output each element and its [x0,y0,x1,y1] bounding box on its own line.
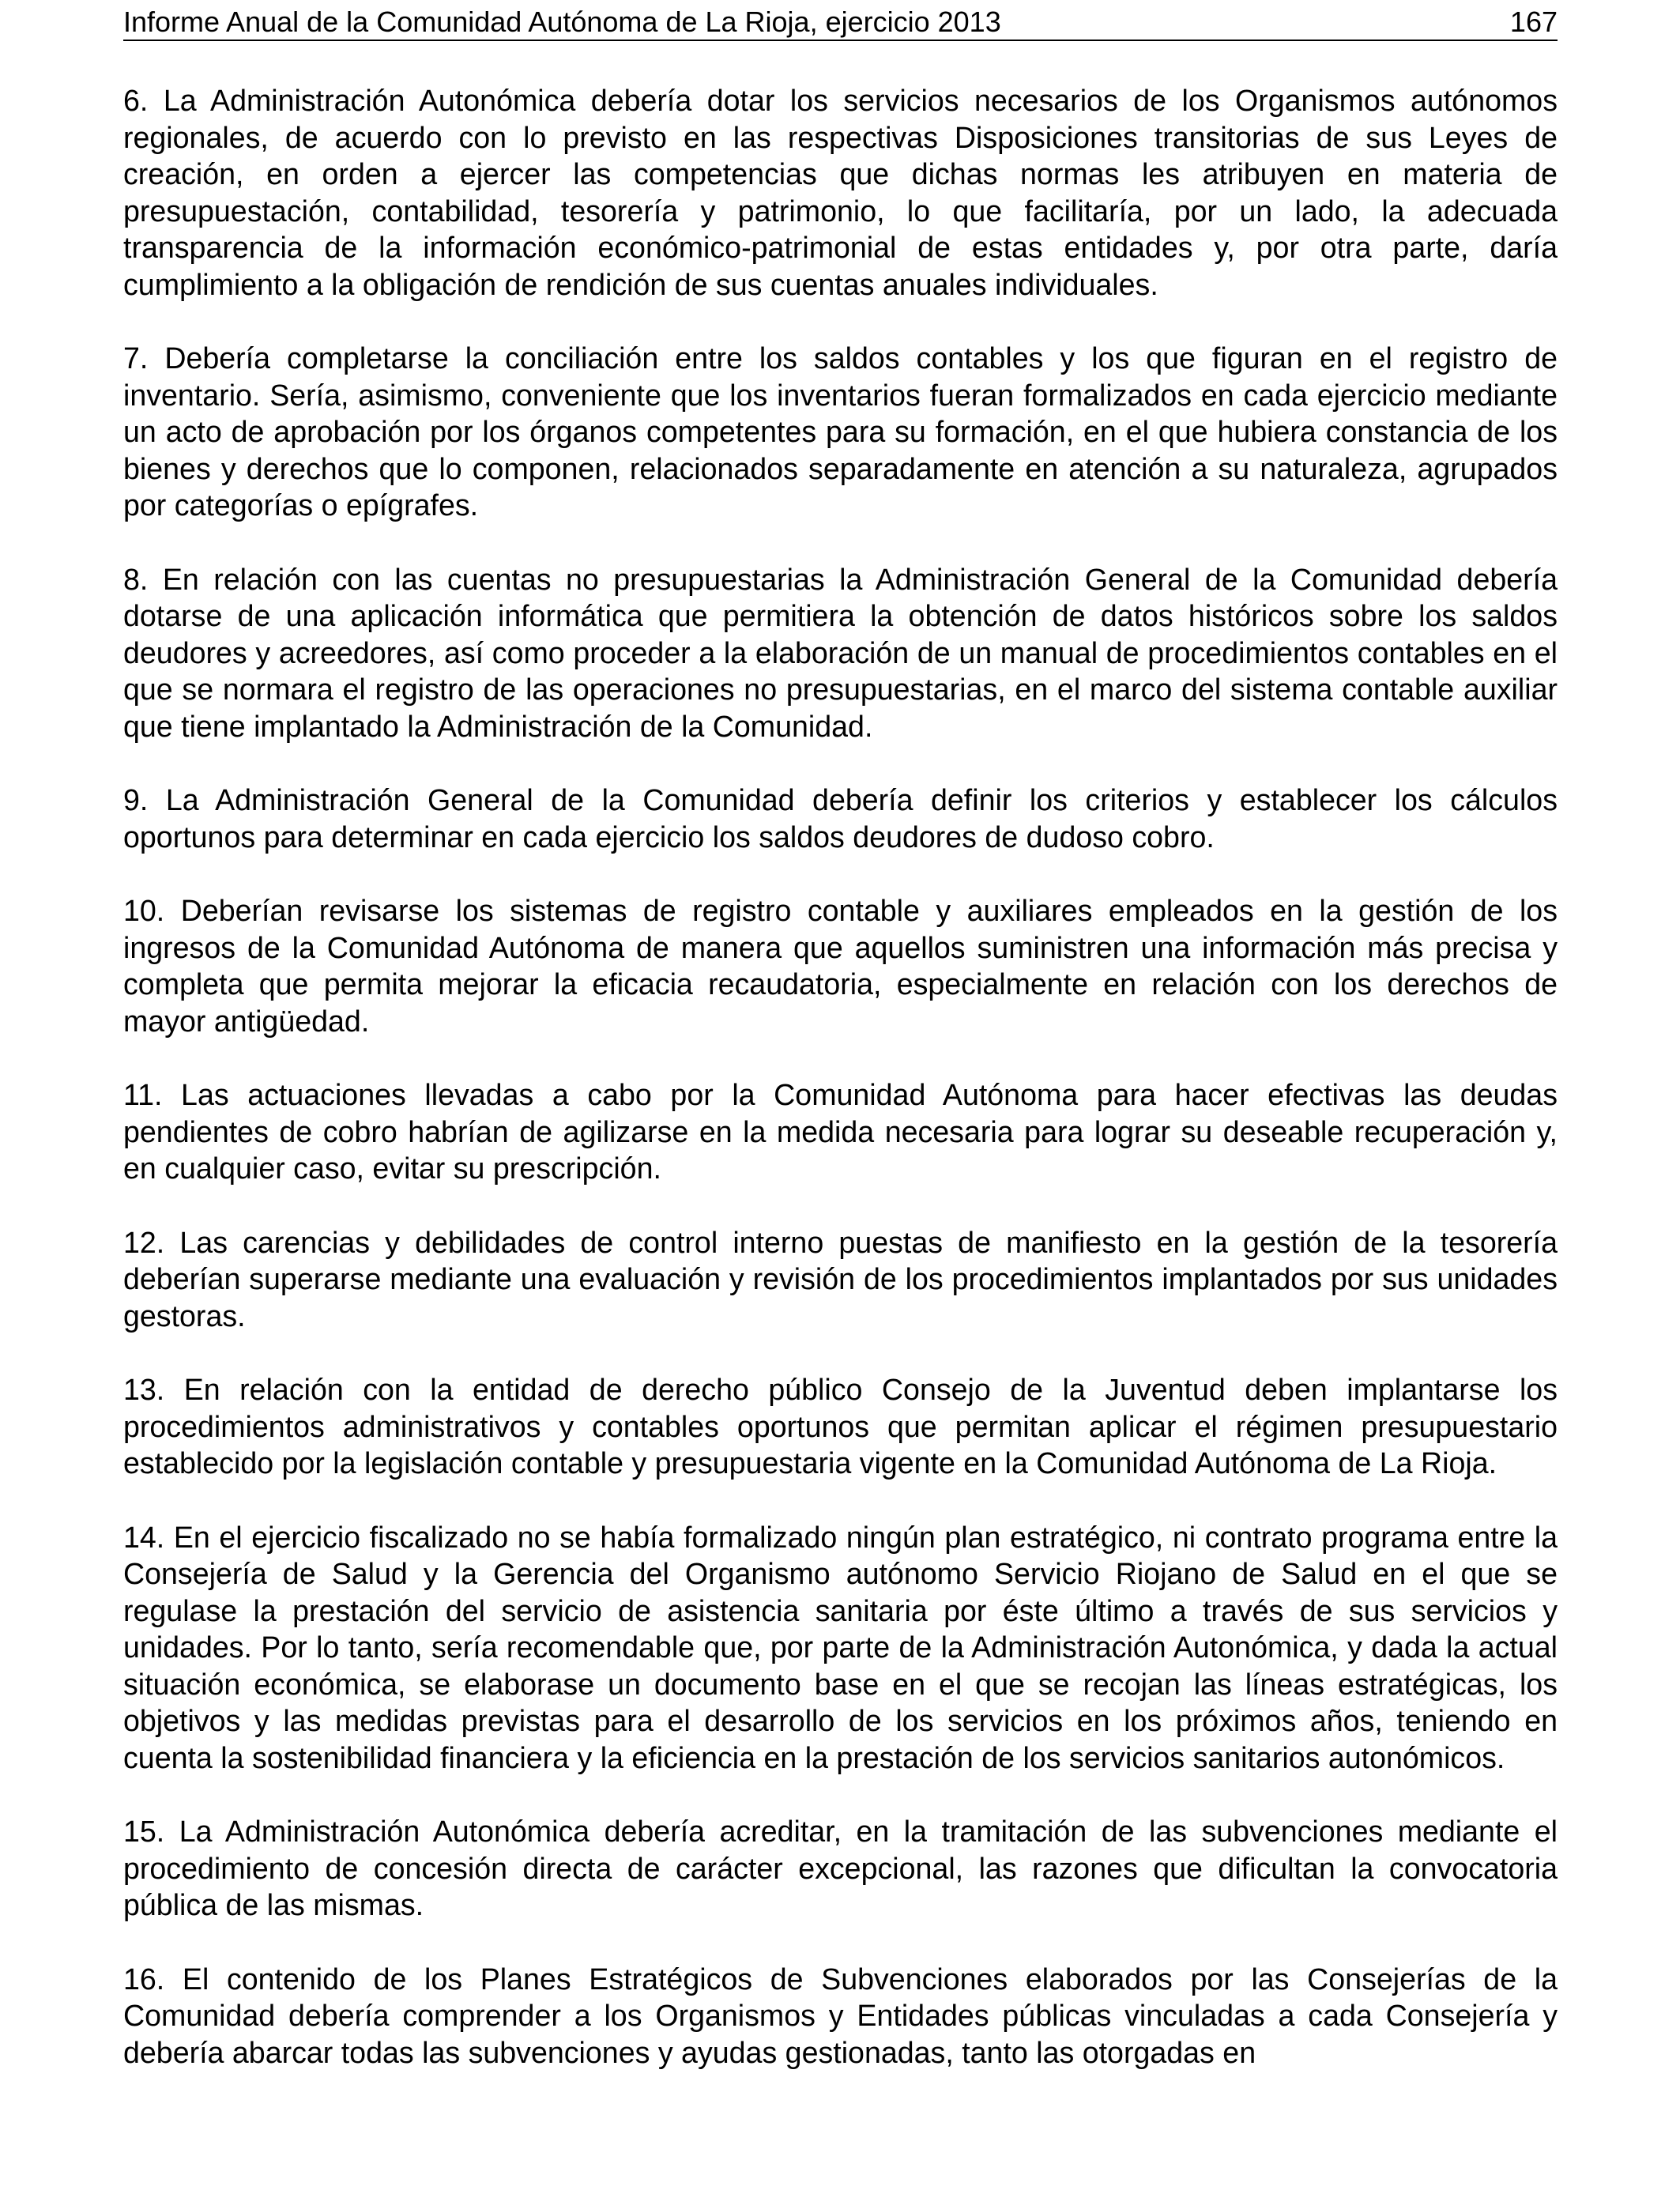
recommendation-7: 7. Debería completarse la conciliación entre los saldos contables y los que figuran en el registro de inventario. Sería, asimismo, conveniente que los inventarios fueran formalizados en cada ejercicio mediante un acto de aprobación por los órganos competentes para su formación, en el que hubiera constancia de los bienes y derechos que lo componen, relacionados separadamente en atención a su naturaleza, agrupados por categorías o epígrafes. [123,341,1558,522]
recommendation-16: 16. El contenido de los Planes Estratégicos de Subvenciones elaborados por las Consejerías de la Comunidad debería comprender a los Organismos y Entidades públicas vinculadas a cada Consejería y debería abarcar todas las subvenciones y ayudas gestionadas, tanto las otorgadas en [123,1962,1558,2069]
recommendation-13: 13. En relación con la entidad de derecho público Consejo de la Juventud deben implantarse los procedimientos administrativos y contables oportunos que permitan aplicar el régimen presupuestario establecido por la legislación contable y presupuestaria vigente en la Comunidad Autónoma de La Rioja. [123,1373,1558,1480]
recommendation-12: 12. Las carencias y debilidades de control interno puestas de manifiesto en la gestión de la tesorería deberían superarse mediante una evaluación y revisión de los procedimientos implantados por sus unidades gestoras. [123,1225,1558,1333]
recommendation-9: 9. La Administración General de la Comunidad debería definir los criterios y establecer los cálculos oportunos para determinar en cada ejercicio los saldos deudores de dudoso cobro. [123,783,1558,854]
recommendation-10: 10. Deberían revisarse los sistemas de registro contable y auxiliares empleados en la gestión de los ingresos de la Comunidad Autónoma de manera que aquellos suministren una información más precisa y completa que permita mejorar la eficacia recaudatoria, especialmente en relación con los derechos de mayor antigüedad. [123,894,1558,1038]
report-body [123,82,1558,2071]
page-number: 167 [1509,6,1558,38]
recommendation-11: 11. Las actuaciones llevadas a cabo por la Comunidad Autónoma para hacer efectivas las deudas pendientes de cobro habrían de agilizarse en la medida necesaria para lograr su deseable recuperación y, en cualquier caso, evitar su prescripción. [123,1078,1558,1185]
header-title: Informe Anual de la Comunidad Autónoma de La Rioja, ejercicio 2013 [123,6,1001,38]
recommendation-14: 14. En el ejercicio fiscalizado no se había formalizado ningún plan estratégico, ni contrato programa entre la Consejería de Salud y la Gerencia del Organismo autónomo Servicio Riojano de Salud en el que se regulase la prestación del servicio de asistencia sanitaria por éste último a través de sus servicios y unidades. Por lo tanto, sería recomendable que, por parte de la Administración Autonómica, y dada la actual situación económica, se elaborase un documento base en el que se recojan las líneas estratégicas, los objetivos y las medidas previstas para el desarrollo de los servicios en los próximos años, teniendo en cuenta la sostenibilidad financiera y la eficiencia en la prestación de los servicios sanitarios autonómicos. [123,1520,1558,1774]
recommendation-6: 6. La Administración Autonómica debería dotar los servicios necesarios de los Organismos autónomos regionales, de acuerdo con lo previsto en las respectivas Disposiciones transitorias de sus Leyes de creación, en orden a ejercer las competencias que dichas normas les atribuyen en materia de presupuestación, contabilidad, tesorería y patrimonio, lo que facilitaría, por un lado, la adecuada transparencia de la información económico-patrimonial de estas entidades y, por otra parte, daría cumplimiento a la obligación de rendición de sus cuentas anuales individuales. [123,84,1558,301]
recommendation-8: 8. En relación con las cuentas no presupuestarias la Administración General de la Comunidad debería dotarse de una aplicación informática que permitiera la obtención de datos históricos sobre los saldos deudores y acreedores, así como proceder a la elaboración de un manual de procedimientos contables en el que se normara el registro de las operaciones no presupuestarias, en el marco del sistema contable auxiliar que tiene implantado la Administración de la Comunidad. [123,562,1558,743]
recommendation-15: 15. La Administración Autonómica debería acreditar, en la tramitación de las subvenciones mediante el procedimiento de concesión directa de carácter excepcional, las razones que dificultan la convocatoria pública de las mismas. [123,1815,1558,1921]
page-header [123,5,1558,41]
